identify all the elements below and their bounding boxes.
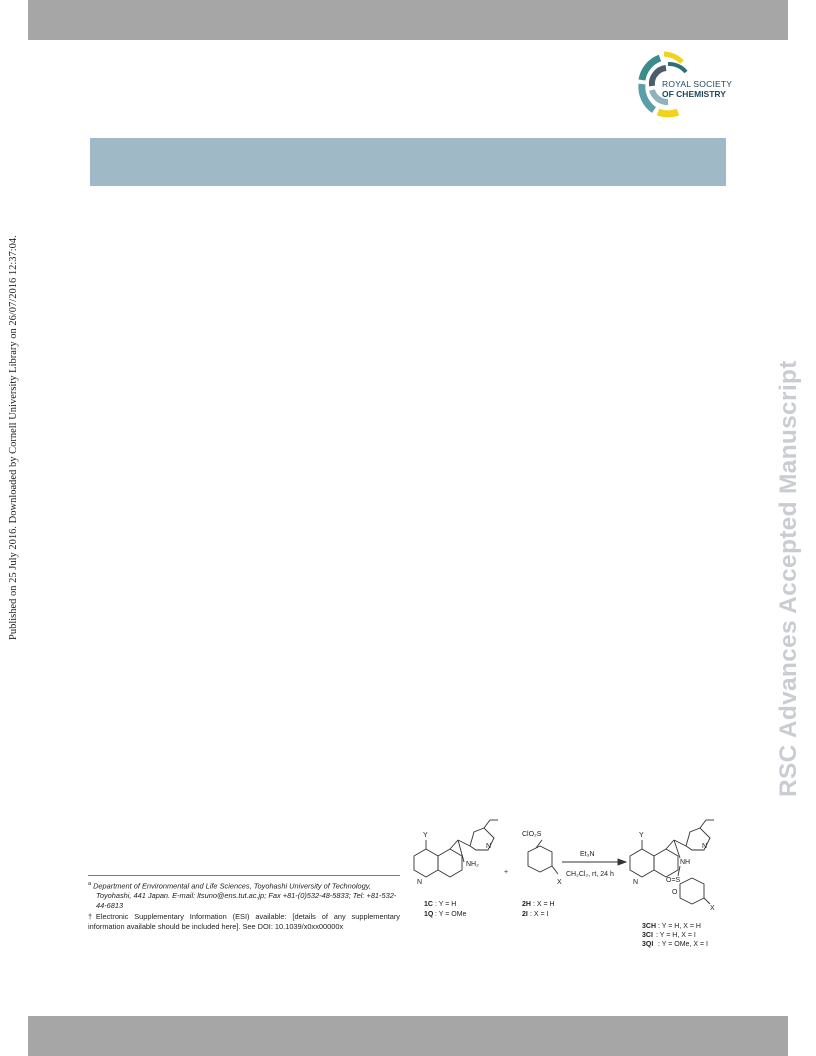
- product-label-1-id: 3CH: [642, 923, 657, 930]
- sulfonyl-label-2-id: 2I: [522, 911, 528, 918]
- amine-structure: [414, 820, 498, 918]
- amine-label-1-id: 1C: [424, 901, 433, 908]
- sulfonyl-label-1-id: 2H: [522, 901, 531, 908]
- amine-y-label: Y: [423, 832, 428, 839]
- product-bridge-n-label: N: [702, 843, 708, 850]
- plus-sign: +: [504, 869, 509, 876]
- product-label-2-text: : Y = H, X = I: [656, 932, 696, 939]
- esi-footnote: †Electronic Supplementary Information (ESI) available: [details of any supplementary information available should be included here]. See DOI: 10.1039/x0xx00000x: [88, 912, 400, 932]
- product-label-1-text: : Y = H, X = H: [658, 923, 701, 930]
- footnote-rule: [88, 875, 400, 876]
- product-nh-label: NH: [680, 859, 691, 866]
- amine-label-1-text: : Y = H: [435, 901, 457, 908]
- footnotes: [88, 879, 400, 932]
- amine-bridge-n-label: N: [486, 843, 492, 850]
- product-label-2-id: 3CI: [642, 932, 653, 939]
- reagent-label: Et₃N: [580, 851, 595, 858]
- affiliation-marker: a: [88, 881, 92, 887]
- amine-label-2-id: 1Q: [424, 911, 434, 918]
- product-label-3-id: 3QI: [642, 941, 654, 948]
- bottom-gray-bar: [28, 1016, 788, 1056]
- product-n-label: N: [633, 879, 639, 886]
- rsc-logo-text: [662, 79, 732, 99]
- affiliation-footnote: [88, 879, 400, 911]
- publication-stamp: Published on 25 July 2016. Downloaded by Cornell University Library on 26/07/2016 12:37:04.: [8, 235, 19, 640]
- reaction-scheme: [404, 818, 738, 968]
- accepted-manuscript-watermark: RSC Advances Accepted Manuscript: [775, 360, 802, 797]
- sulfonyl-label-2-text: : X = I: [530, 911, 549, 918]
- affiliation-text: Department of Environmental and Life Sciences, Toyohashi University of Technology, Toyohashi, 441 Japan. E-mail: ltsuno@ens.tut.ac.jp; Fax +81-(0)532-48-5833; Tel: +81-532-44-6813: [93, 881, 397, 911]
- product-x-label: X: [710, 905, 715, 912]
- product-os-label: O=S: [666, 877, 681, 884]
- top-gray-bar: [28, 0, 788, 40]
- amine-n-label: N: [417, 879, 423, 886]
- sulfonyl-label-1-text: : X = H: [533, 901, 555, 908]
- product-o-label: O: [672, 889, 678, 896]
- product-y-label: Y: [639, 832, 644, 839]
- sulfonyl-structure: [522, 831, 562, 918]
- conditions-label: CH₂Cl₂, rt, 24 h: [566, 871, 614, 878]
- logo-line2: OF CHEMISTRY: [662, 89, 726, 99]
- header-band: [90, 138, 726, 186]
- product-structure: [630, 820, 715, 948]
- product-label-3-text: : Y = OMe, X = I: [658, 941, 708, 948]
- sulfonyl-x-label: X: [557, 879, 562, 886]
- sulfonyl-group-label: ClO₂S: [522, 831, 542, 838]
- amine-label-2-text: : Y = OMe: [435, 911, 467, 918]
- logo-line1: ROYAL SOCIETY: [662, 79, 733, 89]
- amine-nh2-label: NH₂: [466, 861, 479, 868]
- reaction-arrow: [562, 851, 626, 878]
